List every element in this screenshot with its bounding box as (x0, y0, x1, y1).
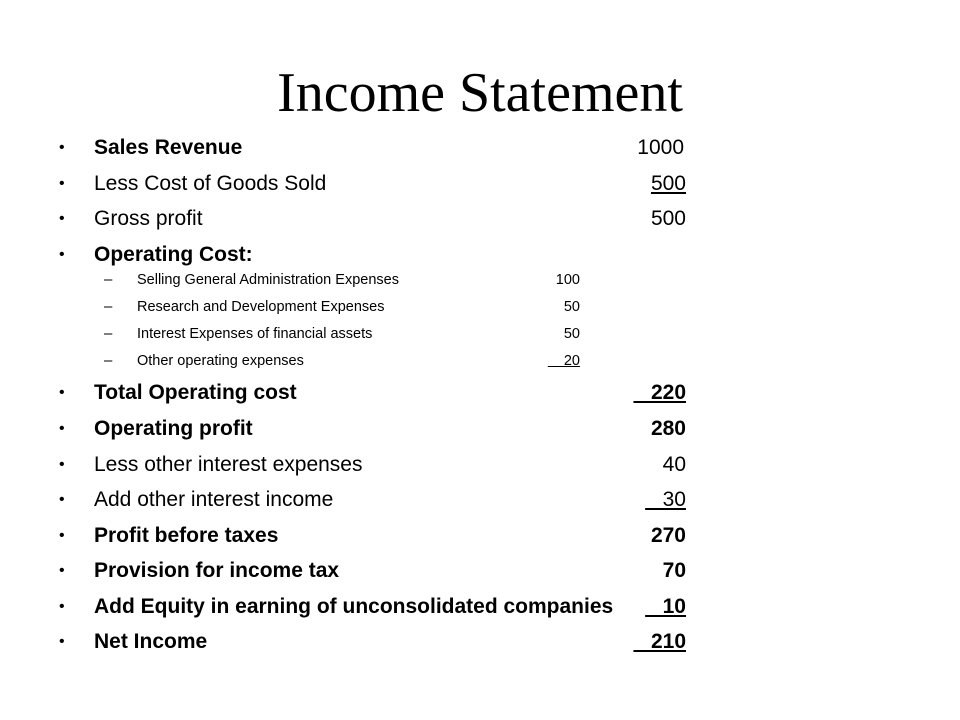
bullet-icon: • (59, 456, 65, 473)
bullet-icon: • (59, 139, 65, 156)
dash-icon: – (104, 271, 113, 288)
list-item-profit-before-taxes (0, 521, 960, 551)
item-label: Operating Cost: (94, 243, 253, 266)
list-item-gross-profit (0, 204, 960, 234)
list-item-operating-profit (0, 414, 960, 444)
list-item-total-operating-cost (0, 378, 960, 408)
bullet-icon: • (59, 246, 65, 263)
sub-item-label: Other operating expenses (137, 353, 304, 369)
sub-item-value: 20 (547, 353, 580, 369)
dash-icon: – (104, 298, 113, 315)
list-item-provision-income-tax (0, 556, 960, 586)
item-label: Sales Revenue (94, 136, 243, 159)
sub-item-value: 100 (555, 272, 580, 288)
item-value: 500 (650, 207, 686, 230)
item-label: Add other interest income (94, 488, 334, 511)
item-value: 40 (662, 453, 686, 476)
sub-item-rnd (0, 295, 960, 319)
bullet-icon: • (59, 491, 65, 508)
sub-item-label: Selling General Administration Expenses (137, 272, 399, 288)
item-label: Gross profit (94, 207, 203, 230)
list-item-operating-cost (0, 240, 960, 270)
item-value: 270 (650, 524, 686, 547)
item-label: Provision for income tax (94, 559, 340, 582)
item-label: Less other interest expenses (94, 453, 363, 476)
dash-icon: – (104, 352, 113, 369)
sub-item-label: Research and Development Expenses (137, 299, 385, 315)
item-label: Total Operating cost (94, 381, 297, 404)
bullet-icon: • (59, 633, 65, 650)
bullet-icon: • (59, 562, 65, 579)
sub-item-interest-financial (0, 322, 960, 346)
bullet-icon: • (59, 175, 65, 192)
sub-item-label: Interest Expenses of financial assets (137, 326, 373, 342)
list-item-equity-earnings (0, 592, 960, 622)
item-value: 500 (650, 172, 686, 195)
sub-item-value: 50 (563, 326, 580, 342)
bullet-icon: • (59, 420, 65, 437)
list-item-net-income (0, 627, 960, 657)
bullet-icon: • (59, 527, 65, 544)
item-value: 30 (645, 488, 686, 511)
sub-item-sga (0, 268, 960, 292)
sub-item-value: 50 (563, 299, 580, 315)
item-label: Net Income (94, 630, 208, 653)
bullet-icon: • (59, 384, 65, 401)
item-value: 70 (662, 559, 686, 582)
dash-icon: – (104, 325, 113, 342)
sub-item-other-operating (0, 349, 960, 373)
list-item-sales-revenue (0, 133, 960, 163)
item-value: 1000 (637, 136, 684, 159)
page-title: Income Statement (277, 62, 683, 124)
bullet-icon: • (59, 598, 65, 615)
item-label: Add Equity in earning of unconsolidated companies (94, 595, 614, 618)
item-value: 10 (645, 595, 686, 618)
item-value: 220 (633, 381, 686, 404)
item-value: 280 (650, 417, 686, 440)
bullet-icon: • (59, 210, 65, 227)
item-value: 210 (633, 630, 686, 653)
item-label: Profit before taxes (94, 524, 279, 547)
list-item-cogs (0, 169, 960, 199)
list-item-other-interest-income (0, 485, 960, 515)
item-label: Operating profit (94, 417, 253, 440)
list-item-other-interest-expenses (0, 450, 960, 480)
item-label: Less Cost of Goods Sold (94, 172, 327, 195)
